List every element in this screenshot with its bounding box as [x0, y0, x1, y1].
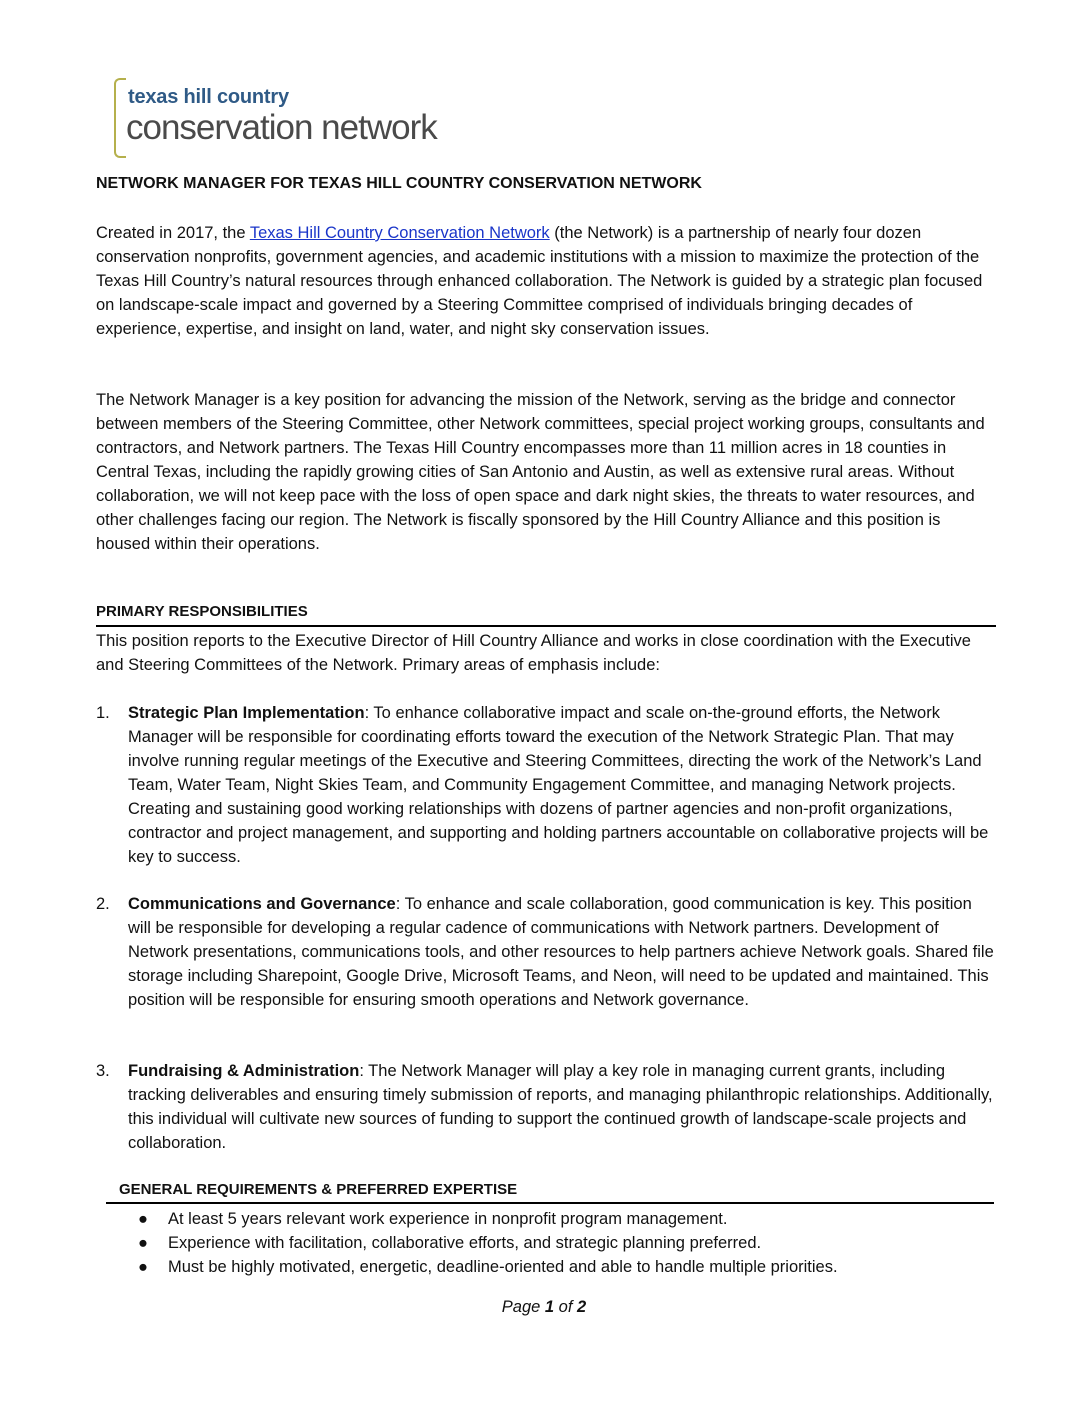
list-item [138, 1207, 988, 1231]
page-number-footer [0, 1298, 1088, 1317]
list-item-number: 2. [96, 895, 110, 913]
intro-paragraph-2: The Network Manager is a key position for advancing the mission of the Network, serving as the bridge and connector between members of the Steering Committee, other Network committees, special project working groups, consultants and contractors, and Network partners. The Texas Hill Country encompasses more than 11 million acres in 18 counties in Central Texas, including the rapidly growing cities of San Antonio and Austin, as well as extensive rural areas. Without collaboration, we will not keep pace with the loss of open space and dark night skies, the threats to water resources, and other challenges facing our region. The Network is fiscally sponsored by the Hill Country Alliance and this position is housed within their operations. [96, 391, 985, 553]
current-page-number: 1 [544, 1298, 555, 1316]
list-item [96, 1059, 996, 1157]
list-item [96, 892, 996, 1038]
list-item-body [128, 701, 994, 869]
organization-logo [114, 76, 437, 158]
intro-text-before-link: Created in 2017, the [96, 224, 250, 242]
intro-paragraph-1 [96, 221, 996, 341]
list-item-number: 3. [96, 1062, 110, 1080]
list-item-text: : To enhance collaborative impact and scale on-the-ground efforts, the Network Manager will be responsible for coordinating efforts toward the execution of the Network Strategic Plan. That may involve running regular meetings of the Executive and Steering Committees, directing the work of the Network’s Land Team, Water Team, Night Skies Team, and Community Engagement Committee, and managing Network projects. Creating and sustaining good working relationships with dozens of partner agencies and non-profit organizations, contractor and project management, and supporting and holding partners accountable on collaborative projects will be key to success. [128, 704, 989, 866]
logo-bracket-mark [114, 78, 126, 158]
page-word: Page [501, 1298, 545, 1316]
list-item [138, 1255, 988, 1279]
responsibilities-intro: This position reports to the Executive Director of Hill Country Alliance and works in close coordination with the Executive and Steering Committees of the Network. Primary areas of emphasis include: [96, 632, 971, 674]
list-item-text: : To enhance and scale collaboration, good communication is key. This position will be responsible for developing a regular cadence of communications with Network partners. Development of Network presentations, communications tools, and other resources to help partners achieve Network goals. Shared file storage including Sharepoint, Google Drive, Microsoft Teams, and Neon, will need to be updated and maintained. This position will be responsible for ensuring smooth operations and Network governance. [128, 895, 994, 1009]
bullet-icon: ● [138, 1258, 148, 1276]
section-divider [106, 1202, 994, 1204]
list-item-number: 1. [96, 704, 110, 722]
general-requirements-heading: GENERAL REQUIREMENTS & PREFERRED EXPERTISE [119, 1181, 518, 1198]
of-word: of [554, 1298, 578, 1316]
logo-line-2: conservation network [126, 108, 437, 147]
bullet-icon: ● [138, 1210, 148, 1228]
list-item-text: : The Network Manager will play a key role in managing current grants, including tracking deliverables and ensuring timely submission of reports, and managing philanthropic relationships. Additionally, this individual will cultivate new sources of funding to support the continued growth of landscape-scale projects and collaboration. [128, 1062, 993, 1152]
document-title: NETWORK MANAGER FOR TEXAS HILL COUNTRY CONSERVATION NETWORK [96, 175, 702, 192]
list-item [138, 1231, 988, 1255]
list-item-label: Communications and Governance [128, 895, 396, 913]
bullet-text: Must be highly motivated, energetic, deadline-oriented and able to handle multiple priorities. [168, 1258, 838, 1276]
logo-line-1: texas hill country [128, 86, 289, 108]
list-item-body [128, 892, 994, 1012]
primary-responsibilities-heading: PRIMARY RESPONSIBILITIES [96, 603, 308, 620]
bullet-icon: ● [138, 1234, 148, 1252]
section-divider [96, 625, 996, 627]
bullet-text: At least 5 years relevant work experience in nonprofit program management. [168, 1210, 728, 1228]
list-item-body [128, 1059, 994, 1155]
bullet-text: Experience with facilitation, collaborative efforts, and strategic planning preferred. [168, 1234, 762, 1252]
intro-text-after-link: (the Network) is a partnership of nearly four dozen conservation nonprofits, government agencies, and academic institutions with a mission to maximize the protection of the Texas Hill Country’s natural resources through enhanced collaboration. The Network is guided by a strategic plan focused on landscape-scale impact and governed by a Steering Committee comprised of individuals bringing decades of experience, expertise, and insight on land, water, and night sky conservation issues. [96, 224, 983, 338]
total-pages-number: 2 [577, 1298, 587, 1316]
list-item [96, 701, 996, 871]
list-item-label: Fundraising & Administration [128, 1062, 360, 1080]
network-link[interactable]: Texas Hill Country Conservation Network [249, 224, 550, 242]
list-item-label: Strategic Plan Implementation [128, 704, 365, 722]
